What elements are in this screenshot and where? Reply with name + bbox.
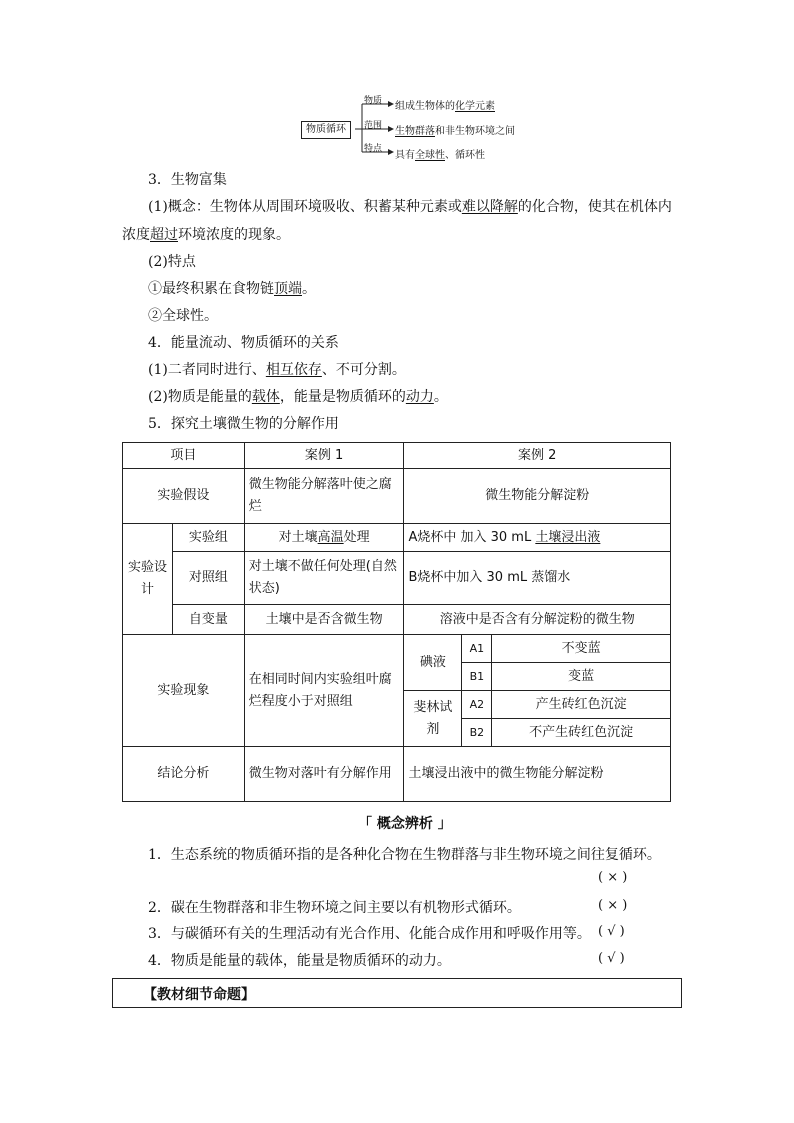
variable-label: 自变量: [172, 605, 244, 635]
experimental-group-case2: A烧杯中 加入 30 mL 土壤浸出液: [404, 524, 671, 552]
s4-line-2: (2)物质是能量的载体，能量是物质循环的动力。: [148, 389, 448, 405]
variable-case2: 溶液中是否含有分解淀粉的微生物: [404, 605, 671, 635]
diagram-key-substance: 物质: [364, 96, 383, 106]
table-row: [123, 552, 671, 605]
conclusion-case2: 土壤浸出液中的微生物能分解淀粉: [404, 747, 671, 802]
s3-feature-1: ①最终积累在食物链顶端。: [148, 281, 316, 297]
concept-answer-3: ( √ ): [598, 924, 625, 939]
header-case1: 案例 1: [244, 443, 404, 469]
result-b1: 变蓝: [492, 663, 671, 691]
variable-case1: 土壤中是否含微生物: [244, 605, 404, 635]
beaker-b1: B1: [462, 663, 492, 691]
s3-concept-line2: 浓度超过环境浓度的现象。: [122, 227, 290, 243]
concept-answer-4: ( √ ): [598, 951, 625, 966]
result-a2: 产生砖红色沉淀: [492, 691, 671, 719]
diagram-key-range: 范围: [364, 121, 383, 131]
textbook-detail-box: [112, 978, 682, 1008]
s4-line-1: (1)二者同时进行、相互依存、不可分割。: [148, 362, 406, 378]
diagram-branch-range: 生物群落和非生物环境之间: [395, 126, 515, 137]
beaker-b2: B2: [462, 719, 492, 747]
conclusion-case1: 微生物对落叶有分解作用: [244, 747, 404, 802]
hypothesis-case1: 微生物能分解落叶使之腐烂: [244, 469, 404, 524]
concept-item-2: 2．碳在生物群落和非生物环境之间主要以有机物形式循环。: [148, 900, 521, 916]
phenomenon-case1: 在相同时间内实验组叶腐烂程度小于对照组: [244, 635, 404, 747]
diagram-center-box: 物质循环: [301, 121, 351, 139]
header-case2: 案例 2: [404, 443, 671, 469]
experimental-group-label: 实验组: [172, 524, 244, 552]
textbook-detail-title: 【教材细节命题】: [143, 987, 255, 1003]
section-4-title: 4．能量流动、物质循环的关系: [148, 335, 339, 351]
fehling-label: 斐林试剂: [404, 691, 462, 747]
table-row: [123, 469, 671, 524]
material-cycle-diagram: [300, 92, 540, 162]
hypothesis-label: 实验假设: [123, 469, 245, 524]
iodine-label: 碘液: [404, 635, 462, 691]
result-a1: 不变蓝: [492, 635, 671, 663]
s3-concept-line1: (1)概念：生物体从周围环境吸收、积蓄某种元素或难以降解的化合物，使其在机体内: [148, 199, 672, 215]
result-b2: 不产生砖红色沉淀: [492, 719, 671, 747]
table-row: [123, 635, 671, 663]
table-row: [123, 443, 671, 469]
s3-feature-title: (2)特点: [148, 254, 196, 270]
s3-feature-2: ②全球性。: [148, 308, 218, 324]
table-row: [123, 605, 671, 635]
table-row: [123, 747, 671, 802]
section-5-title: 5．探究土壤微生物的分解作用: [148, 416, 339, 432]
table-row: [123, 524, 671, 552]
beaker-a1: A1: [462, 635, 492, 663]
diagram-branch-substance: 组成生物体的化学元素: [395, 101, 495, 112]
design-label: 实验设计: [123, 524, 173, 635]
section-3-title: 3．生物富集: [148, 172, 227, 188]
concept-analysis-banner: 「 概念辨析 」: [358, 816, 452, 832]
conclusion-label: 结论分析: [123, 747, 245, 802]
hypothesis-case2: 微生物能分解淀粉: [404, 469, 671, 524]
concept-answer-2: ( × ): [598, 898, 628, 913]
phenomenon-label: 实验现象: [123, 635, 245, 747]
experiment-table: [122, 442, 671, 802]
concept-item-3: 3．与碳循环有关的生理活动有光合作用、化能合成作用和呼吸作用等。: [148, 926, 591, 942]
control-group-case1: 对土壤不做任何处理(自然状态): [244, 552, 404, 605]
control-group-case2: B烧杯中加入 30 mL 蒸馏水: [404, 552, 671, 605]
header-item: 项目: [123, 443, 245, 469]
concept-item-4: 4．物质是能量的载体，能量是物质循环的动力。: [148, 953, 451, 969]
experimental-group-case1: 对土壤高温处理: [244, 524, 404, 552]
diagram-key-feature: 特点: [364, 144, 383, 154]
concept-item-1: 1．生态系统的物质循环指的是各种化合物在生物群落与非生物环境之间往复循环。: [148, 847, 661, 863]
diagram-branch-feature: 具有全球性、循环性: [395, 150, 485, 161]
concept-answer-1: ( × ): [598, 870, 628, 885]
control-group-label: 对照组: [172, 552, 244, 605]
beaker-a2: A2: [462, 691, 492, 719]
